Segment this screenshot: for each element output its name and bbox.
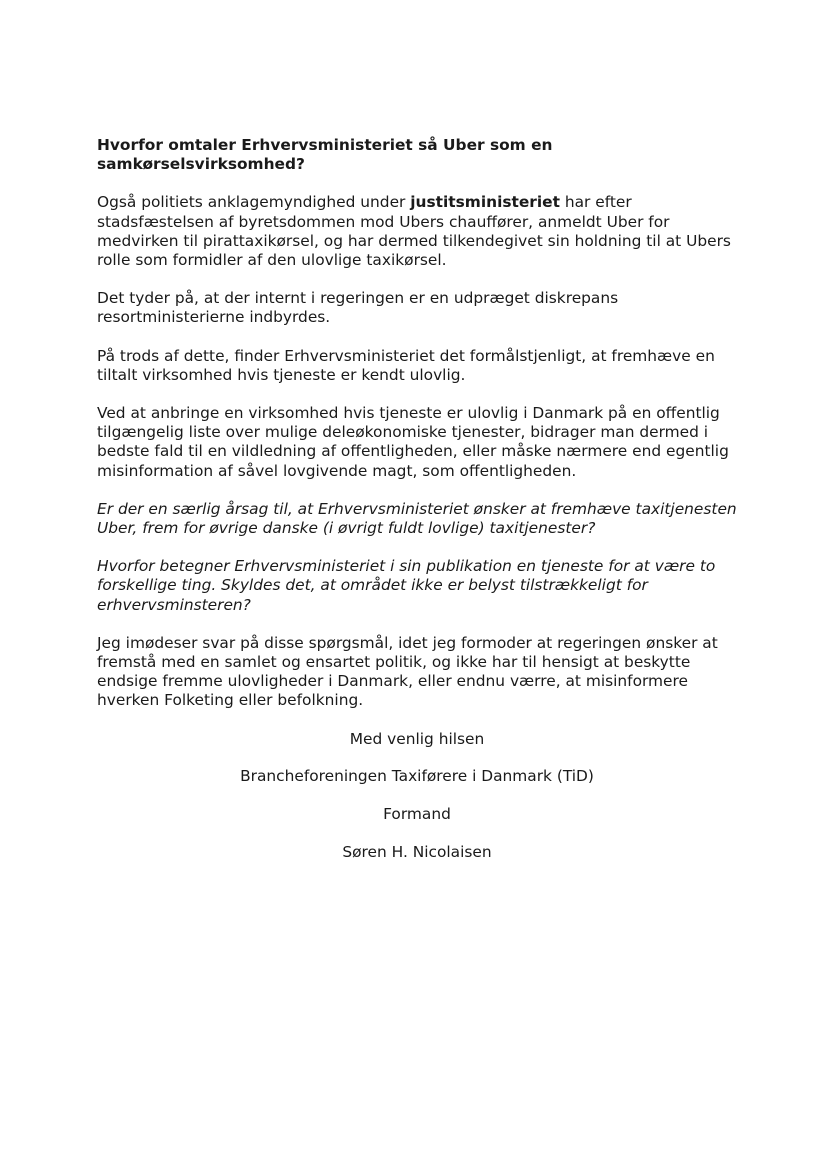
section-heading: Hvorfor omtaler Erhvervsministeriet så Uber som en samkørselsvirksomhed?	[97, 136, 553, 174]
paragraph-discrepancy: Det tyder på, at der internt i regeringen er en udpræget diskrepans resortministerierne indbyrdes.	[97, 289, 619, 327]
signature-title: Formand	[383, 805, 451, 824]
letter-body	[97, 136, 737, 880]
emphasis-justitsministeriet: justitsministeriet	[410, 193, 560, 212]
signature-organization: Brancheforeningen Taxiførere i Danmark (TiD)	[240, 767, 594, 786]
paragraph-despite: På trods af dette, finder Erhvervsministeriet det formålstjenligt, at fremhæve en tiltalt virksomhed hvis tjeneste er kendt ulovlig.	[97, 346, 715, 384]
paragraph-text-after: har efter stadsfæstelsen af byretsdommen mod Ubers chauffører, anmeldt Uber for medvirken til pirattaxikørsel, og har dermed tilkendegivet sin holdning til at Ubers rolle som formidler af den ulovlige taxikørsel.	[97, 193, 731, 270]
question-special-reason: Er der en særlig årsag til, at Erhvervsministeriet ønsker at fremhæve taxitjenesten Uber, frem for øvrige danske (i øvrigt fuldt lovlige) taxitjenester?	[97, 499, 737, 538]
paragraph-awaiting-answer: Jeg imødeser svar på disse spørgsmål, idet jeg formoder at regeringen ønsker at fremstå med en samlet og ensartet politik, og ikke har til hensigt at beskytte endsige fremme ulovligheder i Danmark, eller endnu værre, at misinformere hverken Folketing eller befolkning.	[97, 633, 718, 710]
signature-closing: Med venlig hilsen	[349, 729, 485, 748]
signature-name: Søren H. Nicolaisen	[342, 842, 492, 861]
question-two-things: Hvorfor betegner Erhvervsministeriet i sin publikation en tjeneste for at være to forskellige ting. Skyldes det, at området ikke er belyst tilstrækkeligt for erhvervsminsteren?	[97, 557, 716, 614]
signature-block	[97, 730, 737, 862]
paragraph-justice-ministry	[97, 193, 737, 270]
paragraph-text-before: Også politiets anklagemyndighed under	[97, 193, 411, 212]
paragraph-misinformation: Ved at anbringe en virksomhed hvis tjeneste er ulovlig i Danmark på en offentlig tilgængelig liste over mulige deleøkonomiske tjenester, bidrager man dermed i bedste fald til en vildledning af offentligheden, eller måske nærmere end egentlig misinformation af såvel lovgivende magt, som offentligheden.	[97, 404, 729, 480]
